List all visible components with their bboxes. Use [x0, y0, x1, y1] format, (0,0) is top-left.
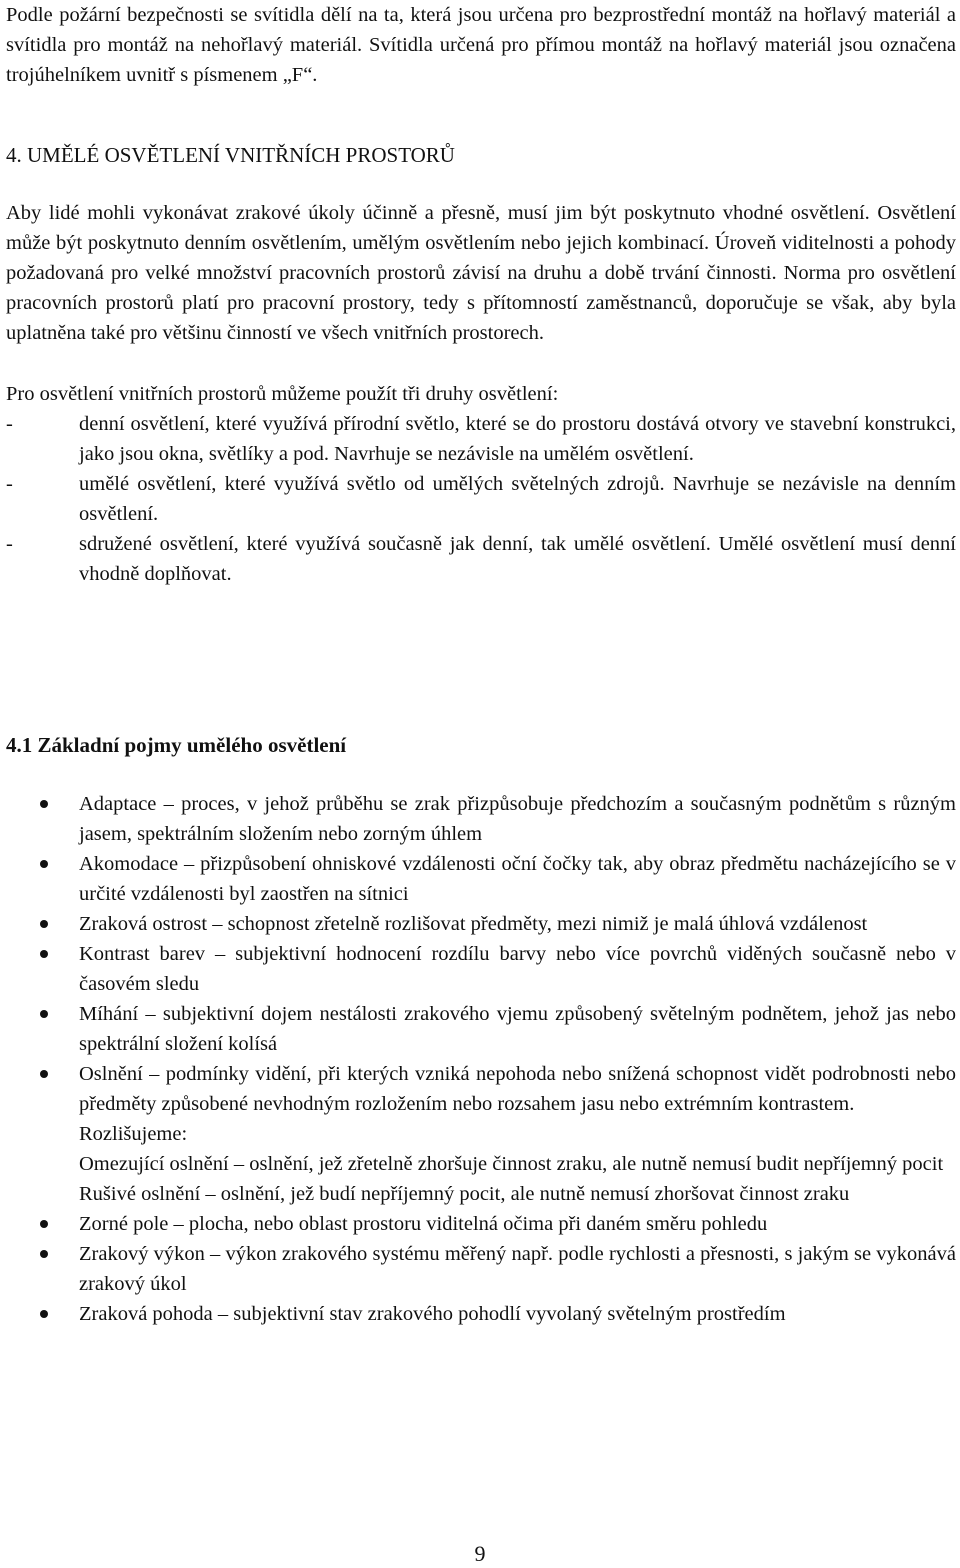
term-text: Akomodace – přizpůsobení ohniskové vzdálenosti oční čočky tak, aby obraz předmětu nacházejícího se v určité vzdálenosti byl zaostřen na sítnici: [79, 853, 956, 905]
page-number: 9: [474, 1541, 486, 1566]
section-4-paragraph-2: Pro osvětlení vnitřních prostorů můžeme použít tři druhy osvětlení:: [6, 383, 559, 405]
bullet-icon: [40, 1310, 48, 1318]
term-mihani: [6, 999, 956, 1059]
intro-paragraph: Podle požární bezpečnosti se svítidla dělí na ta, která jsou určena pro bezprostřední montáž na hořlavý materiál a svítidla pro montáž na nehořlavý materiál. Svítidla určená pro přímou montáž na hořlavý materiál jsou označena trojúhelníkem uvnitř s písmenem „F“.: [6, 4, 956, 86]
term-zorne-pole: [6, 1209, 956, 1239]
bullet-icon: [40, 800, 48, 808]
dash-marker: -: [6, 533, 13, 555]
term-kontrast-barev: [6, 939, 956, 999]
dash-marker: -: [6, 473, 13, 495]
dash-marker: -: [6, 413, 13, 435]
list-item-combined: [6, 529, 956, 589]
term-text: Adaptace – proces, v jehož průběhu se zrak přizpůsobuje předchozím a současným podnětům s různým jasem, spektrálním složením nebo zorným úhlem: [79, 793, 956, 845]
term-oslneni: [6, 1059, 956, 1119]
list-item-text: sdružené osvětlení, které využívá současně jak denní, tak umělé osvětlení. Umělé osvětlení musí denní vhodně doplňovat.: [79, 533, 956, 585]
term-text: Zorné pole – plocha, nebo oblast prostoru viditelná očima při daném směru pohledu: [79, 1213, 768, 1235]
glare-type-rusive: Rušivé oslnění – oslnění, jež budí nepříjemný pocit, ale nutně nemusí zhoršovat činnost zraku: [79, 1183, 850, 1205]
glare-types-label: Rozlišujeme:: [79, 1123, 188, 1145]
bullet-icon: [40, 950, 48, 958]
bullet-icon: [40, 1220, 48, 1228]
term-text: Zraková ostrost – schopnost zřetelně rozlišovat předměty, mezi nimiž je malá úhlová vzdálenost: [79, 913, 868, 935]
term-zrakova-pohoda: [6, 1299, 956, 1329]
term-zrakova-ostrost: [6, 909, 956, 939]
term-zrakovy-vykon: [6, 1239, 956, 1299]
section-4-heading: 4. UMĚLÉ OSVĚTLENÍ VNITŘNÍCH PROSTORŮ: [6, 143, 455, 167]
glare-type-omezujici: Omezující oslnění – oslnění, jež zřetelně zhoršuje činnost zraku, ale nutně nemusí budit nepříjemný pocit: [79, 1153, 944, 1175]
list-item-daylight: [6, 409, 956, 469]
term-text: Míhání – subjektivní dojem nestálosti zrakového vjemu způsobený světelným podnětem, jehož jas nebo spektrální složení kolísá: [79, 1003, 956, 1055]
bullet-icon: [40, 860, 48, 868]
bullet-icon: [40, 1010, 48, 1018]
term-text: Zrakový výkon – výkon zrakového systému měřený např. podle rychlosti a přesnosti, s jakým se vykonává zrakový úkol: [79, 1243, 956, 1295]
list-item-artificial: [6, 469, 956, 529]
section-4-1-heading: 4.1 Základní pojmy umělého osvětlení: [6, 733, 347, 757]
glare-types-block: [6, 1119, 956, 1209]
term-text: Oslnění – podmínky vidění, při kterých vzniká nepohoda nebo snížená schopnost vidět podrobnosti nebo předměty způsobené nevhodným rozložením nebo rozsahem jasu nebo extrémním kontrastem.: [79, 1063, 956, 1115]
lighting-types-list: [6, 409, 956, 589]
list-item-text: denní osvětlení, které využívá přírodní světlo, které se do prostoru dostává otvory ve stavební konstrukci, jako jsou okna, světlíky a pod. Navrhuje se nezávisle na umělém osvětlení.: [79, 413, 956, 465]
term-akomodace: [6, 849, 956, 909]
term-adaptace: [6, 789, 956, 849]
term-text: Zraková pohoda – subjektivní stav zrakového pohodlí vyvolaný světelným prostředím: [79, 1303, 786, 1325]
term-text: Kontrast barev – subjektivní hodnocení rozdílu barvy nebo více povrchů viděných současně nebo v časovém sledu: [79, 943, 956, 995]
section-4-paragraph-1: Aby lidé mohli vykonávat zrakové úkoly účinně a přesně, musí jim být poskytnuto vhodné osvětlení. Osvětlení může být poskytnuto denním osvětlením, umělým osvětlením nebo jejich kombinací. Úroveň viditelnosti a pohody požadovaná pro velké množství pracovních prostorů závisí na druhu a době trvání činnosti. Norma pro osvětlení pracovních prostorů platí pro pracovní prostory, tedy s přítomností zaměstnanců, doporučuje se však, aby byla uplatněna také pro většinu činností ve všech vnitřních prostorech.: [6, 202, 956, 344]
bullet-icon: [40, 1070, 48, 1078]
bullet-icon: [40, 920, 48, 928]
terms-list: [6, 789, 956, 1329]
bullet-icon: [40, 1250, 48, 1258]
list-item-text: umělé osvětlení, které využívá světlo od umělých světelných zdrojů. Navrhuje se nezávisle na denním osvětlení.: [79, 473, 956, 525]
